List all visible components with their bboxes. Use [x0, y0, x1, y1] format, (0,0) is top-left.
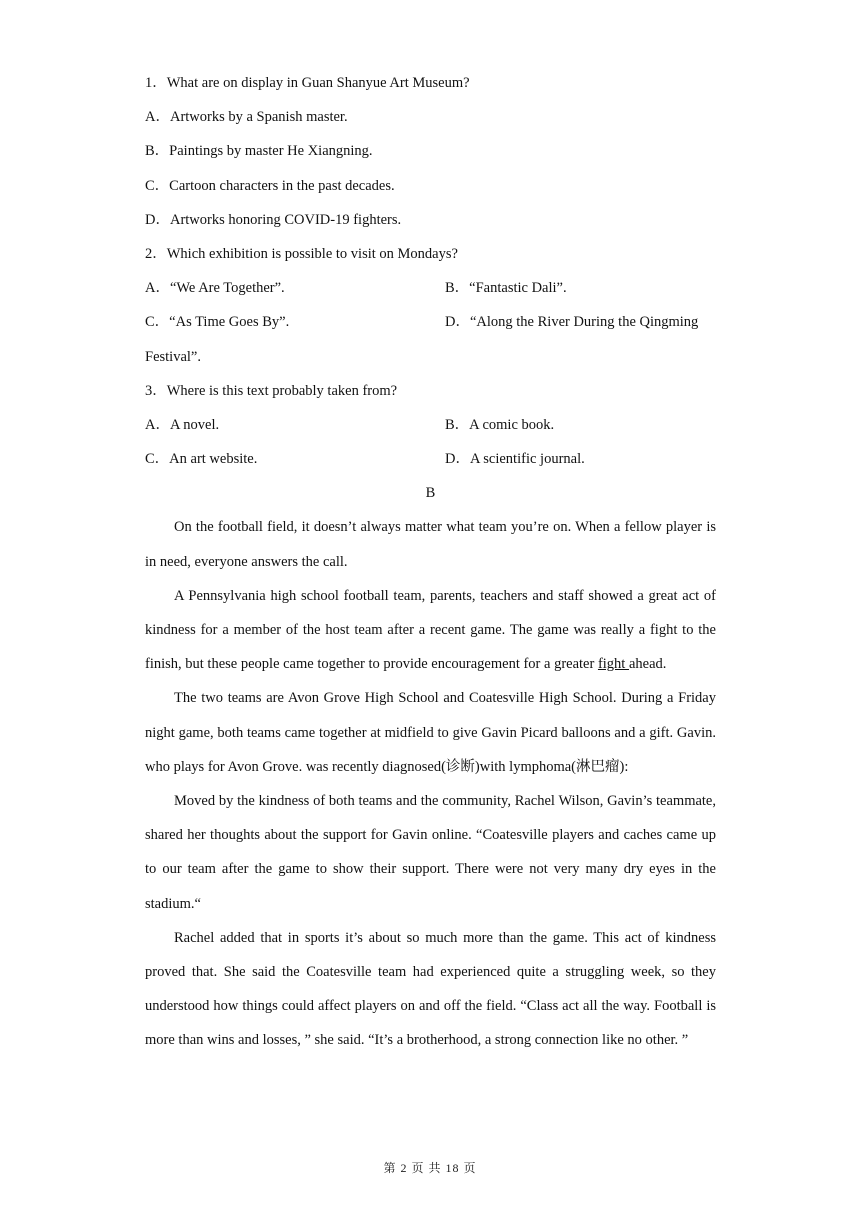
question-1-option-a: A．Artworks by a Spanish master. [145, 109, 348, 126]
question-2-option-d: D．“Along the River During the Qingming [445, 314, 699, 331]
page-footer: 第 2 页 共 18 页 [383, 1161, 477, 1175]
question-3-stem: 3．Where is this text probably taken from? [145, 382, 398, 399]
passage-paragraph-2 [145, 579, 716, 682]
passage-paragraph-1: On the football field, it doesn’t always matter what team you’re on. When a fellow player is in need, everyone answers the call. [145, 519, 716, 570]
passage-paragraph-3: The two teams are Avon Grove High School and Coatesville High School. During a Friday night game, both teams came together at midfield to give Gavin Picard balloons and a gift. Gavin. who plays for Avon Grove. was recently diagnosed(诊断)with lymphoma(淋巴瘤): [145, 690, 716, 775]
question-3-options-row-2 [145, 442, 716, 476]
question-3-option-d: D．A scientific journal. [445, 451, 585, 468]
paragraph-2-end: ahead. [628, 656, 667, 673]
question-2-options-row-1 [145, 271, 716, 305]
question-2-option-a: A．“We Are Together”. [145, 280, 285, 297]
question-2-option-c: C．“As Time Goes By”. [145, 314, 290, 331]
question-2-stem: 2．Which exhibition is possible to visit on Mondays? [145, 245, 458, 262]
question-2-options-row-2 [145, 305, 716, 339]
question-1-stem: 1．What are on display in Guan Shanyue Art Museum? [145, 75, 470, 91]
page-content [145, 66, 716, 1058]
question-1-option-c: C．Cartoon characters in the past decades. [145, 177, 395, 194]
question-2-option-d-continued: Festival”. [145, 348, 201, 365]
question-1-option-b: B．Paintings by master He Xiangning. [145, 143, 373, 160]
question-3-options-row-1 [145, 408, 716, 442]
underlined-word: fight [597, 656, 629, 673]
question-3-option-b: B．A comic book. [445, 416, 555, 433]
question-3-option-a: A．A novel. [145, 416, 220, 433]
question-2-option-b: B．“Fantastic Dali”. [445, 280, 567, 297]
question-1-option-d: D．Artworks honoring COVID-19 fighters. [145, 211, 402, 228]
passage-paragraph-4: Moved by the kindness of both teams and the community, Rachel Wilson, Gavin’s teammate, shared her thoughts about the support for Gavin online. “Coatesville players and caches came up to our team after the game to show their support. There were not very many dry eyes in the stadium.“ [145, 793, 716, 912]
paragraph-2-text: A Pennsylvania high school football team, parents, teachers and staff showed a great act of kindness for a member of the host team after a recent game. The game was really a fight to the finish, but these people came together to provide encouragement for a greater [145, 587, 716, 673]
passage-paragraph-5: Rachel added that in sports it’s about so much more than the game. This act of kindness proved that. She said the Coatesville team had experienced quite a struggling week, so they understood how things could affect players on and off the field. “Class act all the way. Football is more than wins and losses, ” she said. “It’s a brotherhood, a strong connection like no other. ” [145, 929, 716, 1049]
question-3-option-c: C．An art website. [145, 451, 258, 468]
section-heading: B [425, 485, 436, 502]
